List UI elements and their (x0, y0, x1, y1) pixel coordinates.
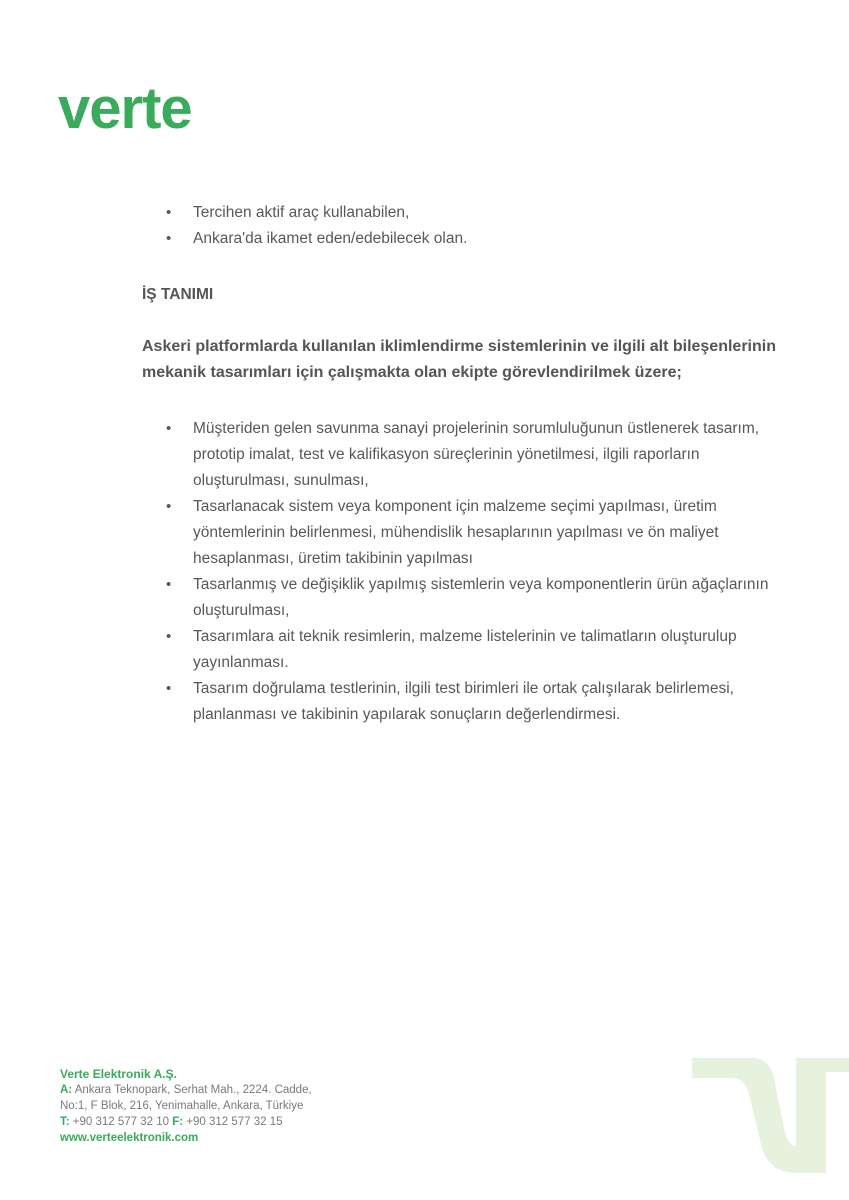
list-item: • Ankara'da ikamet eden/edebilecek olan. (142, 226, 792, 252)
list-item: • Tasarım doğrulama testlerinin, ilgili test birimleri ile ortak çalışılarak belirlemesi, planlanması ve takibinin yapılarak sonuçların değerlendirmesi. (142, 676, 792, 728)
fax-label: F: (172, 1116, 184, 1128)
address-line (60, 1082, 360, 1098)
requirements-list (142, 200, 792, 252)
duties-list (142, 416, 792, 728)
phone-number: +90 312 577 32 10 (72, 1116, 170, 1128)
svg-text:verte: verte (58, 84, 192, 134)
contact-line (60, 1114, 360, 1130)
website-link[interactable]: www.verteelektronik.com (60, 1132, 199, 1144)
job-intro: Askeri platformlarda kullanılan iklimlendirme sistemlerinin ve ilgili alt bileşenlerinin mekanik tasarımları için çalışmakta olan ekipte görevlendirilmek üzere; (142, 338, 776, 381)
address-label: A: (60, 1084, 73, 1096)
footer (60, 1066, 360, 1146)
address-line-2: No:1, F Blok, 216, Yenimahalle, Ankara, Türkiye (60, 1100, 304, 1112)
address-text: Ankara Teknopark, Serhat Mah., 2224. Cadde, (74, 1084, 312, 1096)
logo-watermark-icon (692, 1058, 849, 1173)
section-title: İŞ TANIMI (142, 286, 214, 303)
verte-logo (58, 84, 248, 134)
company-name: Verte Elektronik A.Ş. (60, 1067, 177, 1081)
list-item: • Tasarımlara ait teknik resimlerin, malzeme listelerinin ve talimatların oluşturulup yayınlanması. (142, 624, 792, 676)
verte-logo-mark (58, 84, 248, 134)
fax-number: +90 312 577 32 15 (186, 1116, 283, 1128)
list-item: • Tasarlanacak sistem veya komponent için malzeme seçimi yapılması, üretim yöntemlerinin belirlenmesi, mühendislik hesaplarının yapılması ve ön maliyet hesaplanması, üretim takibinin yapılması (142, 494, 792, 572)
list-item: • Tercihen aktif araç kullanabilen, (142, 200, 792, 226)
phone-label: T: (60, 1116, 70, 1128)
list-item: • Müşteriden gelen savunma sanayi projelerinin sorumluluğunun üstlenerek tasarım, prototip imalat, test ve kalifikasyon süreçlerinin yönetilmesi, ilgili raporların oluşturulması, sunulması, (142, 416, 792, 494)
document-body (142, 200, 792, 728)
list-item: • Tasarlanmış ve değişiklik yapılmış sistemlerin veya komponentlerin ürün ağaçlarının oluşturulması, (142, 572, 792, 624)
